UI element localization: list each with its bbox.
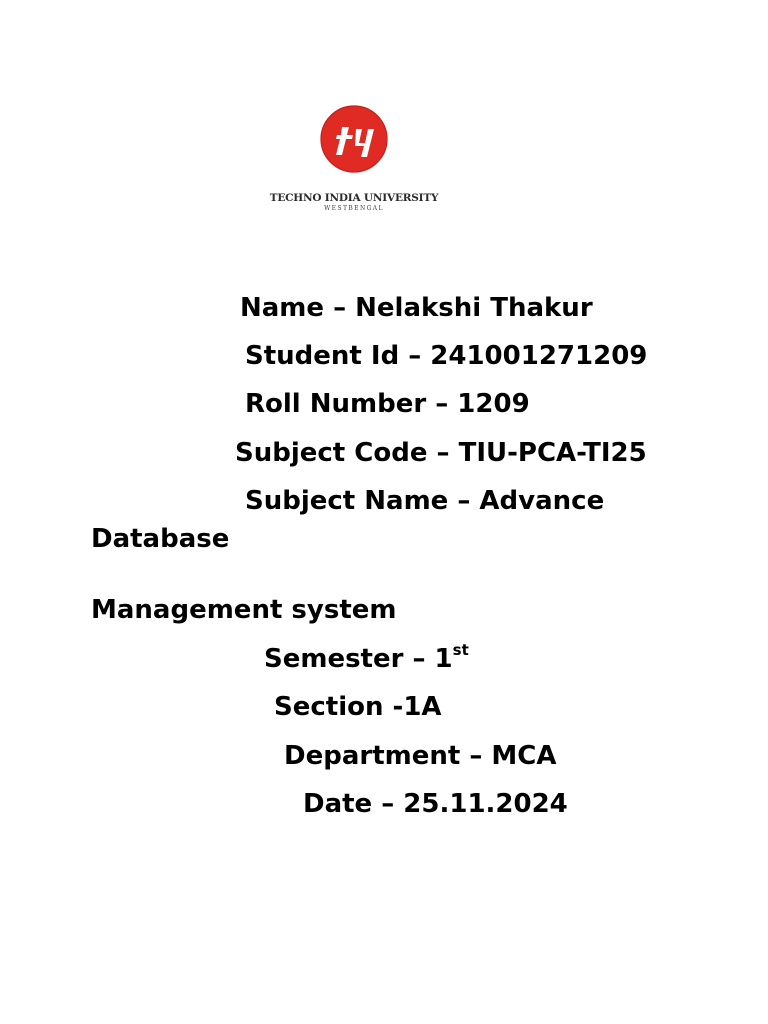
subject-name-continuation-2: Management system (91, 595, 397, 625)
logo-location: WESTBENGAL (324, 205, 384, 212)
subject-name-continuation: Database (91, 524, 230, 554)
roll-number-line: Roll Number – 1209 (245, 389, 530, 419)
tiu-logo-icon (320, 105, 388, 173)
subject-name-line: Subject Name – Advance (245, 486, 605, 516)
date-line: Date – 25.11.2024 (303, 789, 568, 819)
university-logo (262, 95, 446, 220)
subject-code-line: Subject Code – TIU-PCA-TI25 (235, 438, 647, 468)
department-line: Department – MCA (284, 741, 557, 771)
logo-university-name: TECHNO INDIA UNIVERSITY (269, 192, 439, 204)
semester-line (264, 641, 469, 674)
semester-suffix: st (452, 641, 469, 659)
semester-text: Semester – 1 (264, 644, 453, 674)
student-id-line: Student Id – 241001271209 (245, 341, 648, 371)
section-line: Section -1A (274, 692, 442, 722)
name-line: Name – Nelakshi Thakur (240, 293, 593, 323)
